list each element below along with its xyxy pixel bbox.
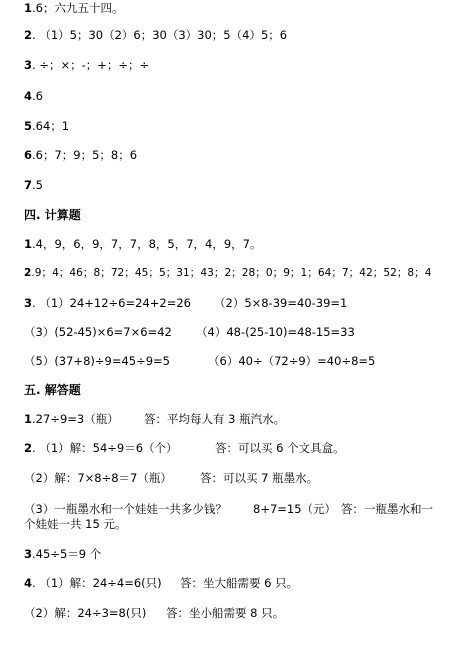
word-problem-4-part-2: （2）解：24÷3=8(只) xyxy=(24,606,147,620)
answer-item-3 xyxy=(24,57,149,73)
item-number: 6 xyxy=(24,148,33,162)
word-problem-4-part-1 xyxy=(24,575,162,591)
word-problem-2-part-1-answer: 答：可以买 6 个文具盒。 xyxy=(215,441,345,455)
item-text: .4，9，6，9，7，7，8，5，7，4，9，7。 xyxy=(32,237,262,251)
item-text: . （1）24+12÷6=24+2=26 xyxy=(32,296,191,310)
item-text: . ÷；×；-；+；÷；÷ xyxy=(32,58,150,72)
calc-question-3-part-5: （5）(37+8)÷9=45÷9=5 xyxy=(24,354,171,368)
item-number: 4 xyxy=(24,89,33,103)
item-number: 2 xyxy=(24,28,33,42)
word-problem-1 xyxy=(24,411,119,427)
word-problem-2-part-3-calc: 8+7=15（元） xyxy=(253,502,337,516)
item-number: 2 xyxy=(24,267,32,279)
word-problem-1-answer: 答：平均每人有 3 瓶汽水。 xyxy=(144,412,286,426)
item-text: .5 xyxy=(32,178,43,192)
answer-item-7 xyxy=(24,177,43,193)
section-heading-word-problems: 五. 解答题 xyxy=(24,383,81,397)
item-text: .6 xyxy=(32,89,43,103)
item-text: .45÷5＝9 个 xyxy=(32,547,102,561)
word-problem-2-part-2-answer: 答：可以买 7 瓶墨水。 xyxy=(200,471,319,485)
item-text: . （1）解：54÷9＝6（个） xyxy=(32,441,178,455)
calc-question-3-part-4: （4）48-(25-10)=48-15=33 xyxy=(196,325,355,339)
item-number: 5 xyxy=(24,119,33,133)
word-problem-2-part-3-answer: 答：一瓶墨水和一 xyxy=(341,502,433,516)
answer-item-1 xyxy=(24,0,124,16)
calc-question-3-part-3: （3）(52-45)×6=7×6=42 xyxy=(24,325,172,339)
item-number: 3 xyxy=(24,296,33,310)
word-problem-2-part-2: （2）解：7×8÷8＝7（瓶） xyxy=(24,471,172,485)
calc-question-3-row-1 xyxy=(24,295,191,311)
calc-question-3-part-6: （6）40÷（72÷9）=40÷8=5 xyxy=(208,354,376,368)
item-number: 1 xyxy=(24,412,33,426)
section-heading-calculation: 四. 计算题 xyxy=(24,208,81,222)
item-number: 1 xyxy=(24,1,33,15)
word-problem-4-part-2-answer: 答：坐小船需要 8 只。 xyxy=(166,606,285,620)
item-text: . （1）解：24÷4=6(只) xyxy=(32,576,162,590)
item-number: 4 xyxy=(24,576,33,590)
item-number: 3 xyxy=(24,547,33,561)
answer-item-4 xyxy=(24,88,43,104)
item-text: .6；六九五十四。 xyxy=(32,1,124,15)
word-problem-2-part-3-answer-cont: 个娃娃一共 15 元。 xyxy=(24,517,127,531)
calc-question-2 xyxy=(24,265,431,281)
item-text: .64；1 xyxy=(32,119,70,133)
item-text: . （1）5；30（2）6；30（3）30；5（4）5；6 xyxy=(32,28,288,42)
word-problem-4-part-1-answer: 答：坐大船需要 6 只。 xyxy=(180,576,299,590)
item-number: 2 xyxy=(24,441,33,455)
word-problem-2-part-3-question: （3）一瓶墨水和一个娃娃一共多少钱？ xyxy=(24,502,227,516)
item-number: 3 xyxy=(24,58,33,72)
word-problem-3 xyxy=(24,546,101,562)
answer-item-6 xyxy=(24,147,137,163)
answer-item-2 xyxy=(24,27,287,43)
item-number: 1 xyxy=(24,237,33,251)
calc-question-1 xyxy=(24,236,261,252)
word-problem-2-part-1 xyxy=(24,440,178,456)
item-number: 7 xyxy=(24,178,33,192)
calc-question-3-part-2: （2）5×8-39=40-39=1 xyxy=(214,296,348,310)
item-text: .27÷9=3（瓶） xyxy=(32,412,119,426)
answer-item-5 xyxy=(24,118,69,134)
item-text: .6；7；9；5；8；6 xyxy=(32,148,138,162)
item-text: .9；4；46；8；72；45；5；31；43；2；28；0；9；1；64；7；42；52；8；4 xyxy=(31,267,432,279)
